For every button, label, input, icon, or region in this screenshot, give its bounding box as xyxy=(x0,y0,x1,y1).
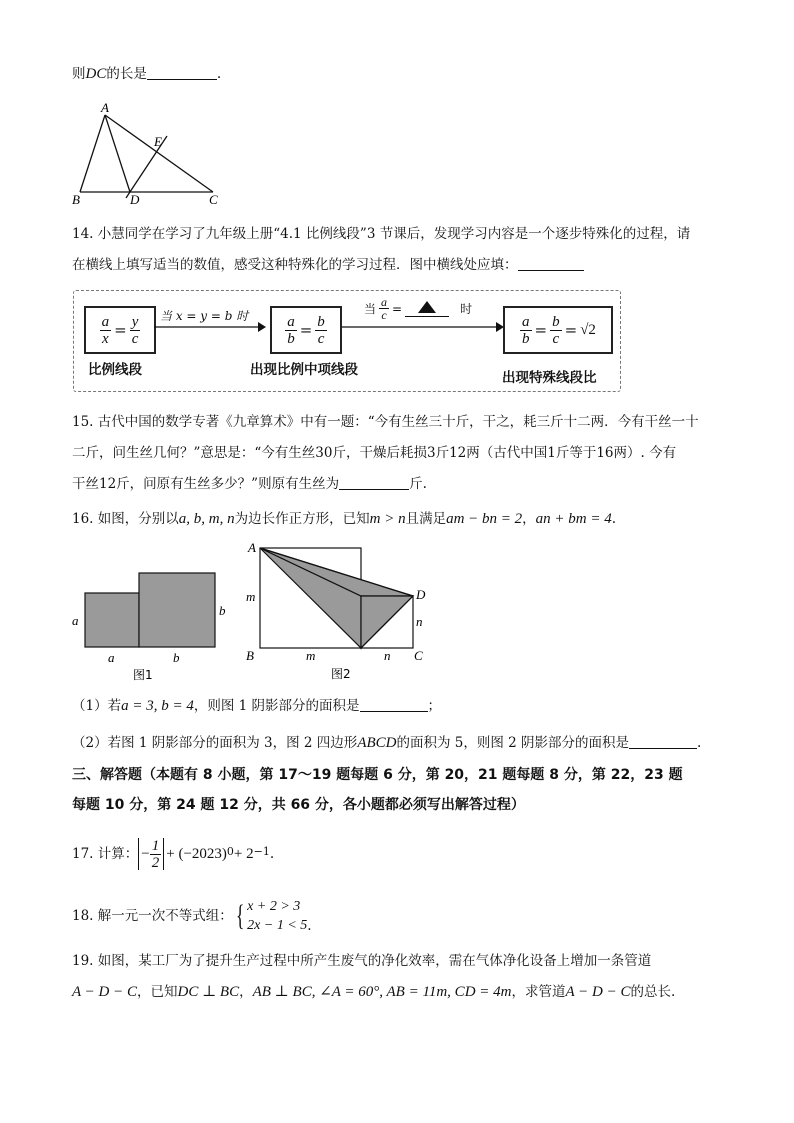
arrow-2-label: 当 $\frac{a}{c}$ = 时 xyxy=(364,295,473,322)
sqrt-two: √2 xyxy=(580,321,596,338)
q15-line3: 干丝12斤，问原有生丝多少？”则原有生丝为 斤. xyxy=(72,476,427,492)
caption-box-3: 出现特殊线段比 xyxy=(502,370,597,386)
label-m-bottom: m xyxy=(306,648,316,663)
label-c: C xyxy=(209,192,218,207)
shaded-triangle-1 xyxy=(260,548,361,648)
figure-2-caption: 图2 xyxy=(331,667,351,681)
label-m-left: m xyxy=(246,589,256,604)
fraction-b-over-c: $\frac{b}{c}$ xyxy=(317,313,325,347)
brace-icon: { xyxy=(235,899,245,932)
section-3-header-line2: 每题 10 分，第 24 题 12 分，共 66 分，各小题都必须写出解答过程） xyxy=(72,797,525,813)
q17: 17. 计算： − $\frac{1}{2}$ + (−2023) 0 + 2 −1 . xyxy=(72,837,275,871)
label-d: D xyxy=(130,192,140,207)
square-b xyxy=(139,573,215,647)
triangle-figure-q13 xyxy=(70,100,230,210)
label-a-left: a xyxy=(72,613,79,628)
square-a xyxy=(85,593,139,647)
q18: 18. 解一元一次不等式组： { x + 2 > 3 2x − 1 < 5 . xyxy=(72,899,312,934)
label-b: B xyxy=(246,648,254,663)
figure-1-caption: 图1 xyxy=(133,668,153,682)
label-b-bottom: b xyxy=(173,650,180,665)
answer-blank[interactable] xyxy=(339,475,409,490)
arrow-1-label: 当 x = y = b 时 xyxy=(160,309,249,323)
caption-box-2: 出现比例中项线段 xyxy=(250,362,358,378)
label-b-right: b xyxy=(219,603,226,618)
arrow-2 xyxy=(342,320,504,334)
answer-blank[interactable] xyxy=(518,256,584,271)
absolute-value-expression: − $\frac{1}{2}$ xyxy=(138,838,164,870)
q15-line2: 二斤，问生丝几何？”意思是：“今有生丝30斤，干燥后耗损3斤12两（古代中国1斤等于16两）. 今有 xyxy=(72,445,677,461)
label-a-bottom: a xyxy=(108,650,115,665)
answer-blank[interactable] xyxy=(360,697,428,712)
inequality-system: x + 2 > 3 2x − 1 < 5 xyxy=(247,899,308,933)
q14-line1: 14. 小慧同学在学习了九年级上册“4.1 比例线段”3 节课后，发现学习内容是一个逐步特殊化的过程，请 xyxy=(72,226,691,242)
proportion-box-1: $\frac{a}{x}$ = $\frac{y}{c}$ xyxy=(84,306,156,354)
edge-ab xyxy=(80,115,105,192)
label-d: D xyxy=(416,587,426,602)
q16-line1: 16. 如图，分别以a, b, m, n为边长作正方形，已知m > n且满足am − bn = 2，an + bm = 4. xyxy=(72,511,617,527)
fraction-one-half: $\frac{1}{2}$ xyxy=(151,837,160,871)
q15-line1: 15. 古代中国的数学专著《九章算术》中有一题：“今有生丝三十斤，干之，耗三斤十二两．今有干丝一十 xyxy=(72,414,699,430)
answer-blank[interactable] xyxy=(629,734,697,749)
triangle-icon xyxy=(418,301,436,313)
fraction-y-over-c: $\frac{y}{c}$ xyxy=(131,313,139,347)
label-a: A xyxy=(101,100,109,115)
label-e: E xyxy=(154,134,162,149)
fraction-a-over-c: $\frac{a}{c}$ xyxy=(381,295,388,322)
section-3-header-line1: 三、解答题（本题有 8 小题，第 17～19 题每题 6 分，第 20，21 题每题 8 分，第 22，23 题 xyxy=(72,767,683,783)
caption-box-1: 比例线段 xyxy=(88,362,142,378)
label-c: C xyxy=(414,648,423,663)
q19-line1: 19. 如图，某工厂为了提升生产过程中所产生废气的净化效率，需在气体净化设备上增加一条管道 xyxy=(72,953,652,969)
fraction-a-over-x: $\frac{a}{x}$ xyxy=(101,313,110,347)
edge-ac xyxy=(105,115,213,192)
figure-2 xyxy=(240,538,440,686)
answer-blank[interactable] xyxy=(147,65,217,80)
q16-part2: （2）若图 1 阴影部分的面积为 3，图 2 四边形ABCD的面积为 5，则图 2 阴影部分的面积是 . xyxy=(72,735,702,751)
figure-1 xyxy=(66,565,236,685)
q19-line2: A − D − C，已知DC ⊥ BC，AB ⊥ BC, ∠A = 60°, AB = 11m, CD = 4m，求管道A − D − C的总长. xyxy=(72,984,676,1000)
label-n-right: n xyxy=(416,614,423,629)
q16-part1: （1）若a = 3, b = 4，则图 1 阴影部分的面积是 ； xyxy=(72,698,442,714)
label-n-bottom: n xyxy=(384,648,391,663)
arrow-1 xyxy=(154,320,266,334)
proportion-box-3: $\frac{a}{b}$ = $\frac{b}{c}$ = √2 xyxy=(503,306,613,354)
q13-tail-line: 则DC的长是 . xyxy=(72,66,222,82)
segment-ad xyxy=(105,115,130,192)
fraction-a-over-b-3: $\frac{a}{b}$ xyxy=(522,313,530,347)
fraction-b-over-c-3: $\frac{b}{c}$ xyxy=(552,313,560,347)
label-a: A xyxy=(248,540,256,555)
label-b: B xyxy=(72,192,80,207)
proportion-box-2: $\frac{a}{b}$ = $\frac{b}{c}$ xyxy=(270,306,342,354)
answer-blank-triangle[interactable] xyxy=(405,300,449,317)
fraction-a-over-b: $\frac{a}{b}$ xyxy=(287,313,295,347)
q14-line2: 在横线上填写适当的数值，感受这种特殊化的学习过程．图中横线处应填： xyxy=(72,255,584,275)
